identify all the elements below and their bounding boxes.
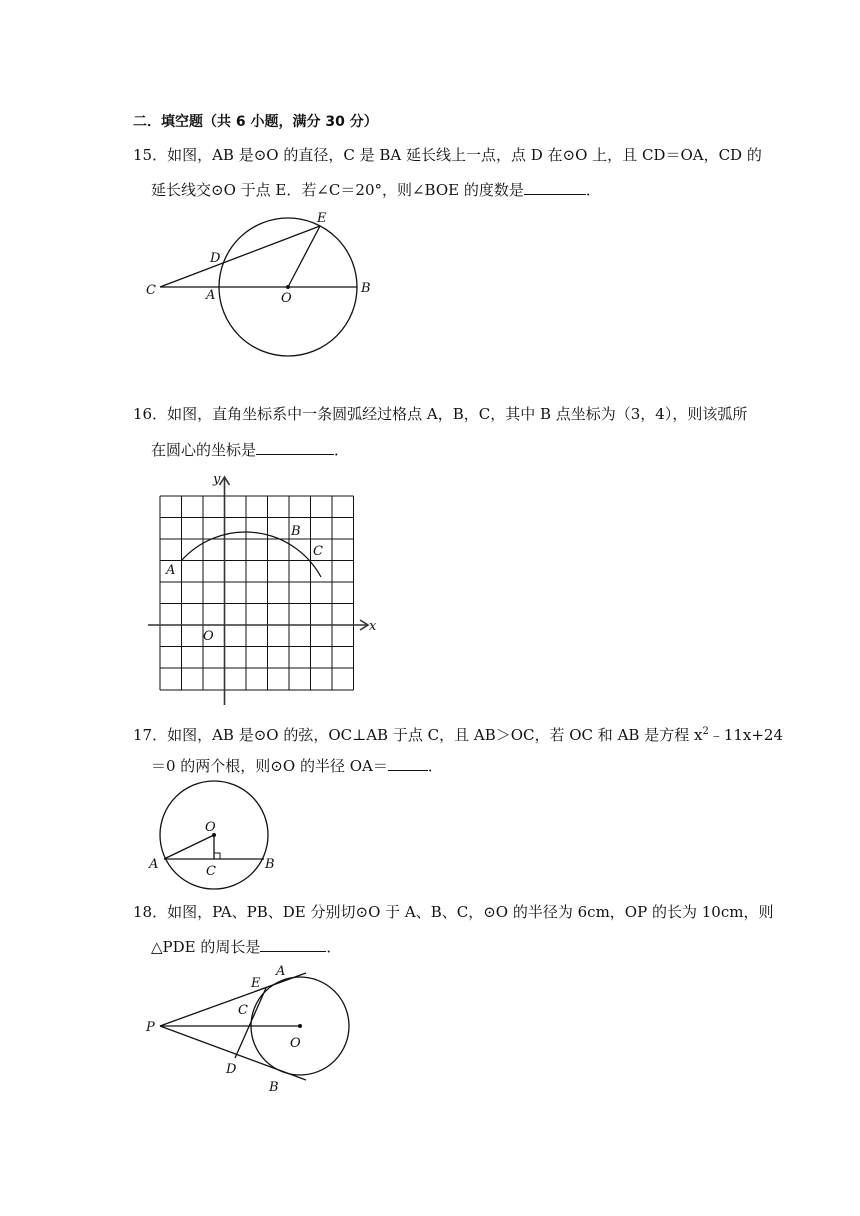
q16-label-C: C xyxy=(313,544,323,559)
q15-text-line2-body: 延长线交⊙O 于点 E．若∠C＝20°，则∠BOE 的度数是 xyxy=(151,181,524,199)
q17-text-line2-body: ＝0 的两个根，则⊙O 的半径 OA＝ xyxy=(151,757,388,775)
q16-label-x: x xyxy=(369,619,377,634)
q17-label-A: A xyxy=(149,857,159,872)
q16-label-B: B xyxy=(291,524,301,539)
q16-label-y: y xyxy=(213,472,221,487)
q18-label-D: D xyxy=(226,1062,237,1077)
q16-label-A: A xyxy=(166,563,176,578)
q18-label-C: C xyxy=(238,1003,248,1018)
q17-text-line1a: 17．如图，AB 是⊙O 的弦，OC⊥AB 于点 C，且 AB＞OC，若 OC 和 AB 是方程 x xyxy=(133,726,703,744)
q17-label-O: O xyxy=(205,820,216,835)
q15-end-punct: ． xyxy=(585,181,601,199)
q18-text-line2-body: △PDE 的周长是 xyxy=(151,938,261,956)
q15-text-line1: 15．如图，AB 是⊙O 的直径，C 是 BA 延长线上一点，点 D 在⊙O 上，且 CD＝OA，CD 的 xyxy=(133,146,762,164)
q15-label-C: C xyxy=(146,283,156,298)
q18-end-punct: ． xyxy=(326,938,342,956)
q16-label-O: O xyxy=(203,629,214,644)
q18-tangent-DE xyxy=(235,988,266,1058)
q16-end-punct: ． xyxy=(334,441,350,459)
q18-label-A: A xyxy=(276,964,286,979)
q18-label-O: O xyxy=(290,1036,301,1051)
q16-text-line2-body: 在圆心的坐标是 xyxy=(151,441,257,459)
q16-text-line1: 16．如图，直角坐标系中一条圆弧经过格点 A，B，C，其中 B 点坐标为（3，4），则该弧所 xyxy=(133,405,748,423)
q17-exponent: 2 xyxy=(702,726,709,737)
q15-label-B: B xyxy=(361,281,371,296)
section-header: 二．填空题（共 6 小题，满分 30 分） xyxy=(133,114,378,130)
q18-label-E: E xyxy=(251,976,261,991)
q15-label-O: O xyxy=(281,291,292,306)
q17-text-line1b: ﹣11x+24 xyxy=(708,726,784,744)
q17-label-B: B xyxy=(265,857,275,872)
q15-label-E: E xyxy=(317,211,327,226)
q15-label-D: D xyxy=(210,251,221,266)
q18-center-dot xyxy=(298,1024,302,1028)
q18-text-line1: 18．如图，PA、PB、DE 分别切⊙O 于 A、B、C，⊙O 的半径为 6cm，OP 的长为 10cm，则 xyxy=(133,903,774,921)
q18-label-P: P xyxy=(146,1020,155,1035)
q18-label-B: B xyxy=(269,1080,279,1095)
q18-tangent-PA xyxy=(160,973,306,1026)
q17-label-C: C xyxy=(206,864,216,879)
q15-label-A: A xyxy=(206,288,216,303)
q17-end-punct: ． xyxy=(427,757,443,775)
